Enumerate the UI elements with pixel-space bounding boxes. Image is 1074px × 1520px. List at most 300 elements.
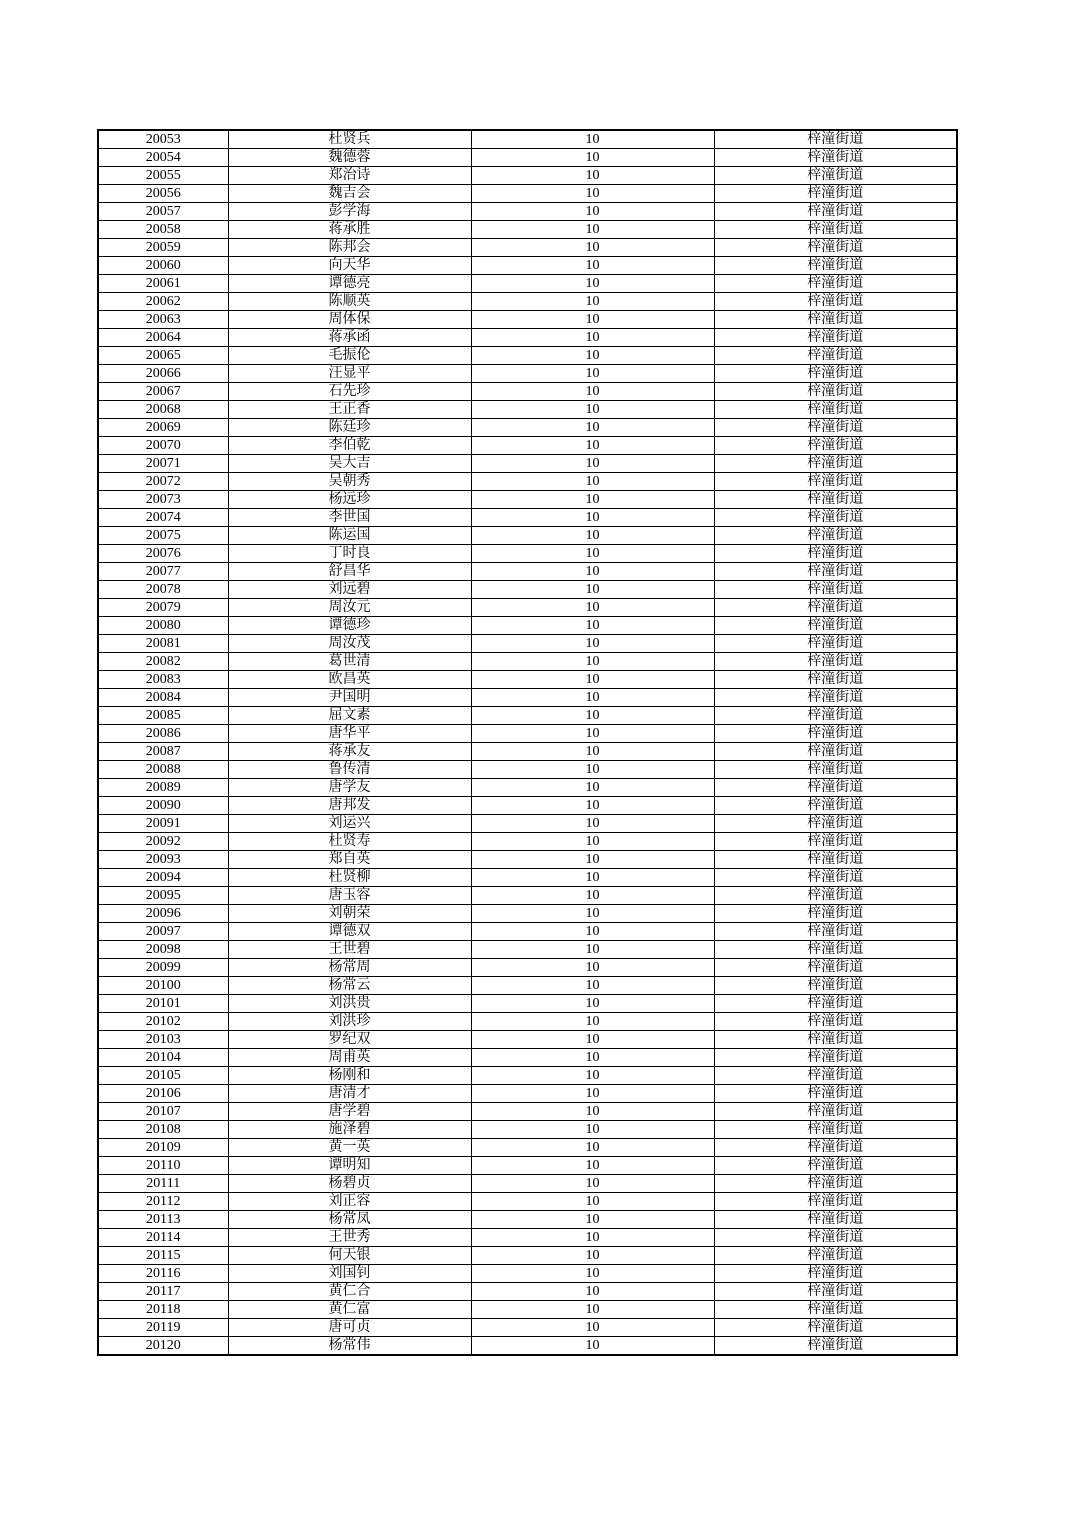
table-row	[98, 995, 957, 1013]
row-amount-cell: 10	[471, 401, 714, 419]
row-name-cell: 陈顺英	[228, 293, 471, 311]
table-row	[98, 1229, 957, 1247]
row-amount-cell: 10	[471, 923, 714, 941]
table-row	[98, 221, 957, 239]
row-id-cell: 20106	[98, 1085, 228, 1103]
row-id-cell: 20115	[98, 1247, 228, 1265]
row-area-cell: 梓潼街道	[714, 1229, 957, 1247]
row-amount-cell: 10	[471, 1247, 714, 1265]
table-row	[98, 1121, 957, 1139]
row-area-cell: 梓潼街道	[714, 743, 957, 761]
row-id-cell: 20107	[98, 1103, 228, 1121]
row-id-cell: 20070	[98, 437, 228, 455]
row-id-cell: 20062	[98, 293, 228, 311]
table-row	[98, 167, 957, 185]
table-row	[98, 923, 957, 941]
row-amount-cell: 10	[471, 617, 714, 635]
row-area-cell: 梓潼街道	[714, 491, 957, 509]
row-id-cell: 20064	[98, 329, 228, 347]
row-id-cell: 20084	[98, 689, 228, 707]
row-area-cell: 梓潼街道	[714, 257, 957, 275]
row-amount-cell: 10	[471, 257, 714, 275]
row-name-cell: 尹国明	[228, 689, 471, 707]
row-area-cell: 梓潼街道	[714, 653, 957, 671]
row-area-cell: 梓潼街道	[714, 779, 957, 797]
row-name-cell: 黄仁富	[228, 1301, 471, 1319]
row-area-cell: 梓潼街道	[714, 311, 957, 329]
row-name-cell: 王正香	[228, 401, 471, 419]
table-row	[98, 689, 957, 707]
table-row	[98, 1157, 957, 1175]
row-id-cell: 20113	[98, 1211, 228, 1229]
row-id-cell: 20079	[98, 599, 228, 617]
row-amount-cell: 10	[471, 1301, 714, 1319]
row-area-cell: 梓潼街道	[714, 185, 957, 203]
row-area-cell: 梓潼街道	[714, 1175, 957, 1193]
table-row	[98, 1049, 957, 1067]
row-name-cell: 王世秀	[228, 1229, 471, 1247]
row-area-cell: 梓潼街道	[714, 869, 957, 887]
table-row	[98, 185, 957, 203]
row-amount-cell: 10	[471, 851, 714, 869]
row-name-cell: 杨常伟	[228, 1337, 471, 1356]
row-amount-cell: 10	[471, 1229, 714, 1247]
row-area-cell: 梓潼街道	[714, 1301, 957, 1319]
table-row	[98, 329, 957, 347]
row-area-cell: 梓潼街道	[714, 419, 957, 437]
row-id-cell: 20111	[98, 1175, 228, 1193]
table-row	[98, 347, 957, 365]
row-area-cell: 梓潼街道	[714, 1121, 957, 1139]
row-id-cell: 20072	[98, 473, 228, 491]
table-row	[98, 581, 957, 599]
row-id-cell: 20096	[98, 905, 228, 923]
row-area-cell: 梓潼街道	[714, 797, 957, 815]
row-area-cell: 梓潼街道	[714, 815, 957, 833]
row-name-cell: 刘朝荣	[228, 905, 471, 923]
row-name-cell: 周甫英	[228, 1049, 471, 1067]
row-area-cell: 梓潼街道	[714, 707, 957, 725]
row-name-cell: 彭学海	[228, 203, 471, 221]
row-name-cell: 谭德亮	[228, 275, 471, 293]
row-id-cell: 20105	[98, 1067, 228, 1085]
row-amount-cell: 10	[471, 689, 714, 707]
row-amount-cell: 10	[471, 1157, 714, 1175]
table-row	[98, 1301, 957, 1319]
row-id-cell: 20068	[98, 401, 228, 419]
row-amount-cell: 10	[471, 1121, 714, 1139]
row-amount-cell: 10	[471, 1031, 714, 1049]
row-amount-cell: 10	[471, 1013, 714, 1031]
row-area-cell: 梓潼街道	[714, 401, 957, 419]
row-amount-cell: 10	[471, 383, 714, 401]
row-amount-cell: 10	[471, 887, 714, 905]
row-amount-cell: 10	[471, 491, 714, 509]
row-id-cell: 20092	[98, 833, 228, 851]
row-name-cell: 欧昌英	[228, 671, 471, 689]
table-row	[98, 419, 957, 437]
row-name-cell: 杨常云	[228, 977, 471, 995]
row-amount-cell: 10	[471, 977, 714, 995]
table-row	[98, 473, 957, 491]
row-name-cell: 鲁传清	[228, 761, 471, 779]
row-id-cell: 20114	[98, 1229, 228, 1247]
row-area-cell: 梓潼街道	[714, 1085, 957, 1103]
row-id-cell: 20094	[98, 869, 228, 887]
row-area-cell: 梓潼街道	[714, 833, 957, 851]
row-amount-cell: 10	[471, 1067, 714, 1085]
table-row	[98, 455, 957, 473]
row-area-cell: 梓潼街道	[714, 1157, 957, 1175]
row-id-cell: 20099	[98, 959, 228, 977]
row-name-cell: 杜贤柳	[228, 869, 471, 887]
row-name-cell: 谭德珍	[228, 617, 471, 635]
row-amount-cell: 10	[471, 869, 714, 887]
table-row	[98, 959, 957, 977]
row-id-cell: 20117	[98, 1283, 228, 1301]
row-area-cell: 梓潼街道	[714, 905, 957, 923]
row-name-cell: 蒋承胜	[228, 221, 471, 239]
table-row	[98, 1175, 957, 1193]
table-row	[98, 617, 957, 635]
row-name-cell: 唐学碧	[228, 1103, 471, 1121]
row-id-cell: 20073	[98, 491, 228, 509]
row-area-cell: 梓潼街道	[714, 293, 957, 311]
row-name-cell: 唐玉容	[228, 887, 471, 905]
row-area-cell: 梓潼街道	[714, 851, 957, 869]
row-id-cell: 20116	[98, 1265, 228, 1283]
data-table	[97, 129, 958, 1356]
row-id-cell: 20060	[98, 257, 228, 275]
row-name-cell: 王世碧	[228, 941, 471, 959]
row-area-cell: 梓潼街道	[714, 1013, 957, 1031]
row-area-cell: 梓潼街道	[714, 923, 957, 941]
row-id-cell: 20069	[98, 419, 228, 437]
table-row	[98, 797, 957, 815]
row-amount-cell: 10	[471, 941, 714, 959]
row-name-cell: 刘远碧	[228, 581, 471, 599]
table-row	[98, 1337, 957, 1356]
table-row	[98, 1265, 957, 1283]
row-amount-cell: 10	[471, 653, 714, 671]
table-row	[98, 779, 957, 797]
table-row	[98, 527, 957, 545]
row-id-cell: 20057	[98, 203, 228, 221]
table-row	[98, 1013, 957, 1031]
row-amount-cell: 10	[471, 293, 714, 311]
row-id-cell: 20080	[98, 617, 228, 635]
row-amount-cell: 10	[471, 1049, 714, 1067]
row-id-cell: 20082	[98, 653, 228, 671]
row-area-cell: 梓潼街道	[714, 239, 957, 257]
row-amount-cell: 10	[471, 527, 714, 545]
table-row	[98, 1319, 957, 1337]
row-id-cell: 20119	[98, 1319, 228, 1337]
row-id-cell: 20095	[98, 887, 228, 905]
row-name-cell: 丁时良	[228, 545, 471, 563]
row-area-cell: 梓潼街道	[714, 365, 957, 383]
row-area-cell: 梓潼街道	[714, 1211, 957, 1229]
table-row	[98, 1193, 957, 1211]
table-row	[98, 851, 957, 869]
row-id-cell: 20089	[98, 779, 228, 797]
row-amount-cell: 10	[471, 509, 714, 527]
row-id-cell: 20071	[98, 455, 228, 473]
row-amount-cell: 10	[471, 1175, 714, 1193]
row-name-cell: 唐学友	[228, 779, 471, 797]
row-id-cell: 20097	[98, 923, 228, 941]
table-row	[98, 1103, 957, 1121]
table-row	[98, 815, 957, 833]
row-amount-cell: 10	[471, 275, 714, 293]
row-id-cell: 20104	[98, 1049, 228, 1067]
row-area-cell: 梓潼街道	[714, 941, 957, 959]
row-area-cell: 梓潼街道	[714, 1049, 957, 1067]
row-amount-cell: 10	[471, 1139, 714, 1157]
table-row	[98, 293, 957, 311]
row-name-cell: 杨常凤	[228, 1211, 471, 1229]
row-area-cell: 梓潼街道	[714, 581, 957, 599]
row-amount-cell: 10	[471, 743, 714, 761]
row-area-cell: 梓潼街道	[714, 1103, 957, 1121]
row-name-cell: 葛世清	[228, 653, 471, 671]
row-amount-cell: 10	[471, 221, 714, 239]
table-row	[98, 311, 957, 329]
row-amount-cell: 10	[471, 635, 714, 653]
row-area-cell: 梓潼街道	[714, 959, 957, 977]
row-id-cell: 20063	[98, 311, 228, 329]
row-area-cell: 梓潼街道	[714, 527, 957, 545]
row-amount-cell: 10	[471, 581, 714, 599]
row-area-cell: 梓潼街道	[714, 1031, 957, 1049]
row-area-cell: 梓潼街道	[714, 1337, 957, 1356]
row-id-cell: 20075	[98, 527, 228, 545]
table-row	[98, 635, 957, 653]
row-id-cell: 20061	[98, 275, 228, 293]
row-name-cell: 李伯乾	[228, 437, 471, 455]
row-name-cell: 舒昌华	[228, 563, 471, 581]
row-id-cell: 20091	[98, 815, 228, 833]
row-id-cell: 20065	[98, 347, 228, 365]
table-row	[98, 599, 957, 617]
row-area-cell: 梓潼街道	[714, 671, 957, 689]
row-area-cell: 梓潼街道	[714, 545, 957, 563]
table-row	[98, 239, 957, 257]
row-name-cell: 周体保	[228, 311, 471, 329]
row-area-cell: 梓潼街道	[714, 995, 957, 1013]
row-name-cell: 汪显平	[228, 365, 471, 383]
row-name-cell: 罗纪双	[228, 1031, 471, 1049]
row-id-cell: 20078	[98, 581, 228, 599]
row-amount-cell: 10	[471, 329, 714, 347]
row-id-cell: 20081	[98, 635, 228, 653]
row-name-cell: 杜贤兵	[228, 130, 471, 149]
row-name-cell: 周汝茂	[228, 635, 471, 653]
row-amount-cell: 10	[471, 347, 714, 365]
table-row	[98, 257, 957, 275]
row-amount-cell: 10	[471, 437, 714, 455]
table-row	[98, 653, 957, 671]
table-row	[98, 1283, 957, 1301]
row-area-cell: 梓潼街道	[714, 383, 957, 401]
row-name-cell: 石先珍	[228, 383, 471, 401]
row-name-cell: 李世国	[228, 509, 471, 527]
row-area-cell: 梓潼街道	[714, 977, 957, 995]
table-row	[98, 869, 957, 887]
row-area-cell: 梓潼街道	[714, 455, 957, 473]
row-id-cell: 20059	[98, 239, 228, 257]
row-area-cell: 梓潼街道	[714, 275, 957, 293]
row-name-cell: 杨碧贞	[228, 1175, 471, 1193]
row-amount-cell: 10	[471, 149, 714, 167]
table-row	[98, 545, 957, 563]
row-area-cell: 梓潼街道	[714, 1139, 957, 1157]
row-amount-cell: 10	[471, 833, 714, 851]
row-area-cell: 梓潼街道	[714, 149, 957, 167]
table-row	[98, 1085, 957, 1103]
row-name-cell: 毛振伦	[228, 347, 471, 365]
row-amount-cell: 10	[471, 1283, 714, 1301]
row-id-cell: 20108	[98, 1121, 228, 1139]
table-row	[98, 383, 957, 401]
row-name-cell: 唐邦发	[228, 797, 471, 815]
table-row	[98, 365, 957, 383]
row-id-cell: 20076	[98, 545, 228, 563]
row-area-cell: 梓潼街道	[714, 1193, 957, 1211]
row-amount-cell: 10	[471, 761, 714, 779]
row-amount-cell: 10	[471, 1103, 714, 1121]
row-name-cell: 蒋承函	[228, 329, 471, 347]
row-name-cell: 陈邦会	[228, 239, 471, 257]
row-name-cell: 吴大吉	[228, 455, 471, 473]
row-area-cell: 梓潼街道	[714, 1283, 957, 1301]
row-amount-cell: 10	[471, 473, 714, 491]
table-row	[98, 1247, 957, 1265]
table-body	[98, 130, 957, 1355]
row-name-cell: 陈运国	[228, 527, 471, 545]
row-id-cell: 20118	[98, 1301, 228, 1319]
row-name-cell: 黄仁合	[228, 1283, 471, 1301]
row-id-cell: 20074	[98, 509, 228, 527]
row-amount-cell: 10	[471, 1319, 714, 1337]
row-area-cell: 梓潼街道	[714, 473, 957, 491]
table-row	[98, 743, 957, 761]
row-name-cell: 蒋承友	[228, 743, 471, 761]
row-amount-cell: 10	[471, 203, 714, 221]
row-name-cell: 谭德双	[228, 923, 471, 941]
row-name-cell: 魏德蓉	[228, 149, 471, 167]
row-area-cell: 梓潼街道	[714, 887, 957, 905]
row-area-cell: 梓潼街道	[714, 1067, 957, 1085]
row-amount-cell: 10	[471, 455, 714, 473]
row-area-cell: 梓潼街道	[714, 509, 957, 527]
row-amount-cell: 10	[471, 707, 714, 725]
table-row	[98, 833, 957, 851]
table-row	[98, 563, 957, 581]
row-name-cell: 刘洪珍	[228, 1013, 471, 1031]
table-row	[98, 509, 957, 527]
row-amount-cell: 10	[471, 185, 714, 203]
row-amount-cell: 10	[471, 239, 714, 257]
table-row	[98, 1211, 957, 1229]
row-name-cell: 周汝元	[228, 599, 471, 617]
row-amount-cell: 10	[471, 599, 714, 617]
row-name-cell: 郑治诗	[228, 167, 471, 185]
row-amount-cell: 10	[471, 797, 714, 815]
row-amount-cell: 10	[471, 1265, 714, 1283]
row-area-cell: 梓潼街道	[714, 329, 957, 347]
row-area-cell: 梓潼街道	[714, 761, 957, 779]
row-amount-cell: 10	[471, 1337, 714, 1356]
row-area-cell: 梓潼街道	[714, 1319, 957, 1337]
row-id-cell: 20066	[98, 365, 228, 383]
row-area-cell: 梓潼街道	[714, 599, 957, 617]
row-amount-cell: 10	[471, 167, 714, 185]
row-id-cell: 20055	[98, 167, 228, 185]
row-area-cell: 梓潼街道	[714, 130, 957, 149]
table-row	[98, 130, 957, 149]
row-id-cell: 20088	[98, 761, 228, 779]
row-name-cell: 黄一英	[228, 1139, 471, 1157]
row-amount-cell: 10	[471, 563, 714, 581]
row-name-cell: 刘正容	[228, 1193, 471, 1211]
row-id-cell: 20086	[98, 725, 228, 743]
row-amount-cell: 10	[471, 311, 714, 329]
row-name-cell: 郑自英	[228, 851, 471, 869]
row-id-cell: 20067	[98, 383, 228, 401]
row-name-cell: 谭明知	[228, 1157, 471, 1175]
row-area-cell: 梓潼街道	[714, 1265, 957, 1283]
row-amount-cell: 10	[471, 815, 714, 833]
row-area-cell: 梓潼街道	[714, 167, 957, 185]
row-name-cell: 刘国钊	[228, 1265, 471, 1283]
table-row	[98, 1067, 957, 1085]
row-id-cell: 20058	[98, 221, 228, 239]
row-amount-cell: 10	[471, 1085, 714, 1103]
row-name-cell: 何天银	[228, 1247, 471, 1265]
row-name-cell: 唐华平	[228, 725, 471, 743]
row-amount-cell: 10	[471, 419, 714, 437]
row-amount-cell: 10	[471, 959, 714, 977]
row-id-cell: 20090	[98, 797, 228, 815]
row-name-cell: 唐清才	[228, 1085, 471, 1103]
row-id-cell: 20101	[98, 995, 228, 1013]
row-name-cell: 施泽碧	[228, 1121, 471, 1139]
row-amount-cell: 10	[471, 779, 714, 797]
row-name-cell: 向天华	[228, 257, 471, 275]
row-id-cell: 20098	[98, 941, 228, 959]
row-area-cell: 梓潼街道	[714, 203, 957, 221]
row-area-cell: 梓潼街道	[714, 437, 957, 455]
row-id-cell: 20053	[98, 130, 228, 149]
table-row	[98, 275, 957, 293]
row-name-cell: 吴朝秀	[228, 473, 471, 491]
row-id-cell: 20093	[98, 851, 228, 869]
table-row	[98, 725, 957, 743]
row-area-cell: 梓潼街道	[714, 221, 957, 239]
table-row	[98, 1031, 957, 1049]
row-amount-cell: 10	[471, 671, 714, 689]
row-area-cell: 梓潼街道	[714, 635, 957, 653]
row-area-cell: 梓潼街道	[714, 1247, 957, 1265]
row-id-cell: 20112	[98, 1193, 228, 1211]
row-name-cell: 杨刚和	[228, 1067, 471, 1085]
row-amount-cell: 10	[471, 905, 714, 923]
row-amount-cell: 10	[471, 995, 714, 1013]
table-row	[98, 491, 957, 509]
row-name-cell: 刘运兴	[228, 815, 471, 833]
row-name-cell: 魏吉会	[228, 185, 471, 203]
